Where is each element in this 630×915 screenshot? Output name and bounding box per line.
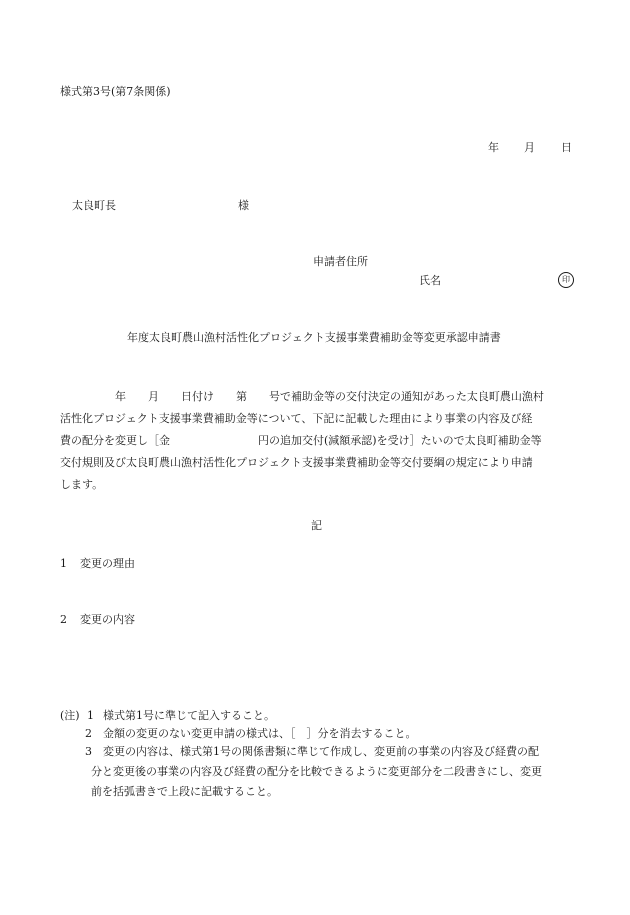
date-month: 月 — [524, 141, 535, 154]
body-line: 年 月 日付け 第 号で補助金等の交付決定の通知があった太良町農山漁村 — [60, 390, 544, 403]
notes-prefix: (注) — [60, 709, 80, 722]
note-3-line-2: 分と変更後の事業の内容及び経費の配分を比較できるように変更部分を二段書きにし、変更 — [91, 765, 542, 778]
note-3-number: 3 — [85, 745, 92, 758]
note-1-text: 様式第1号に準じて記入すること。 — [103, 709, 275, 722]
date-year: 年 — [488, 141, 499, 154]
note-1-number: 1 — [87, 709, 94, 722]
section-2-label: 変更の内容 — [80, 613, 135, 626]
ki-heading: 記 — [311, 519, 322, 532]
document-title: 年度太良町農山漁村活性化プロジェクト支援事業費補助金等変更承認申請書 — [127, 331, 501, 344]
section-1-label: 変更の理由 — [80, 557, 135, 570]
applicant-name-label: 氏名 — [419, 274, 441, 287]
body-line: 活性化プロジェクト支援事業費補助金等について、下記に記載した理由により事業の内容及び経 — [60, 412, 533, 425]
seal-mark: 印 — [558, 272, 574, 288]
addressee-honorific: 様 — [238, 199, 249, 212]
form-label: 様式第3号(第7条関係) — [60, 85, 171, 98]
note-3-line-1: 変更の内容は、様式第1号の関係書類に準じて作成し、変更前の事業の内容及び経費の配 — [103, 745, 539, 758]
body-line: 費の配分を変更し［金 円の追加交付(減額承認)を受け］たいので太良町補助金等 — [60, 434, 542, 447]
body-paragraph — [60, 386, 580, 496]
date-day: 日 — [561, 141, 572, 154]
section-2-number: 2 — [60, 613, 67, 626]
note-3-line-3: 前を括弧書きで上段に記載すること。 — [91, 785, 278, 798]
body-line: します。 — [60, 478, 104, 491]
applicant-address-label: 申請者住所 — [313, 255, 368, 268]
note-2-text: 金額の変更のない変更申請の様式は、［ ］分を消去すること。 — [103, 727, 417, 740]
addressee-name: 太良町長 — [72, 199, 116, 212]
note-2-number: 2 — [85, 727, 92, 740]
body-line: 交付規則及び太良町農山漁村活性化プロジェクト支援事業費補助金等交付要綱の規定により申請 — [60, 456, 533, 469]
section-1-number: 1 — [60, 557, 67, 570]
